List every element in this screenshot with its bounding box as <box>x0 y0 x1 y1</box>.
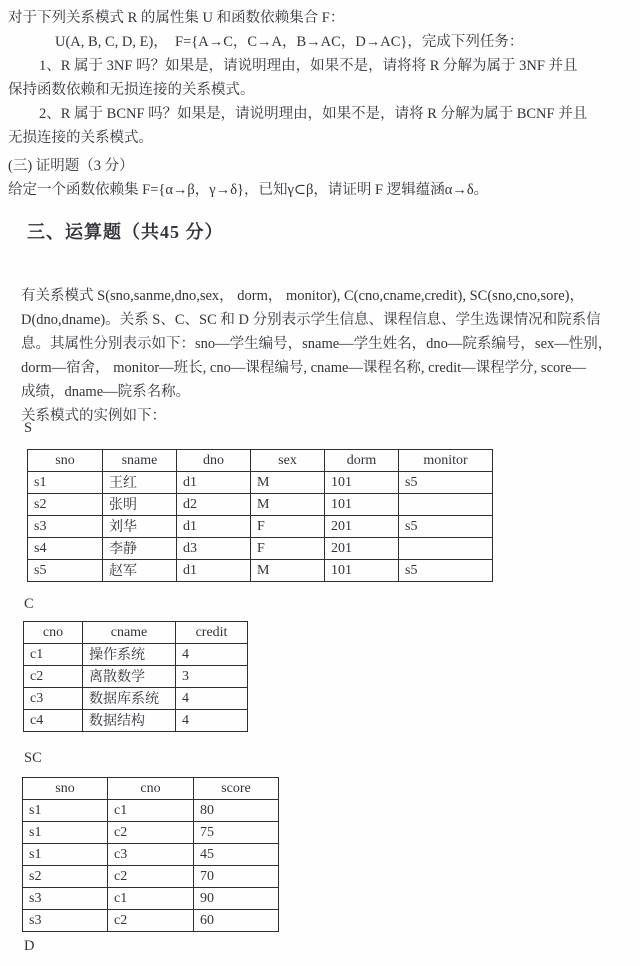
table-row <box>23 888 279 910</box>
table-header-cell: monitor <box>399 450 493 472</box>
table-cell: s1 <box>28 472 103 494</box>
table-cell: s3 <box>23 910 108 932</box>
table-cell: 90 <box>194 888 279 910</box>
table-cell: 李静 <box>103 538 177 560</box>
table-cell: c2 <box>24 666 83 688</box>
table-cell: 数据结构 <box>83 710 176 732</box>
table-cell: c2 <box>108 822 194 844</box>
statement-line: 对于下列关系模式 R 的属性集 U 和函数依赖集合 F： <box>8 10 345 26</box>
table-cell: c4 <box>24 710 83 732</box>
table-cell: 刘华 <box>103 516 177 538</box>
table-row <box>24 710 248 732</box>
relations-description <box>21 284 612 428</box>
section-heading: 三、运算题（共45 分） <box>27 222 224 242</box>
table-cell: s5 <box>399 560 493 582</box>
table-header-cell: credit <box>176 622 248 644</box>
table-cell: M <box>251 560 325 582</box>
table-row <box>28 538 493 560</box>
statement-line: U(A, B, C, D, E)， F={A→C，C→A，B→AC，D→AC}，完成下列任务： <box>55 34 524 50</box>
statement-line: 保持函数依赖和无损连接的关系模式。 <box>8 82 255 98</box>
table-cell: 75 <box>194 822 279 844</box>
proof-line: 给定一个函数依赖集 F={α→β，γ→δ}，已知γ⊂β，请证明 F 逻辑蕴涵α→δ。 <box>8 182 489 198</box>
table-cell: 80 <box>194 800 279 822</box>
table-header-cell: sno <box>23 778 108 800</box>
table-row <box>28 472 493 494</box>
table-row <box>23 844 279 866</box>
table-cell: 60 <box>194 910 279 932</box>
table-header-cell: cno <box>108 778 194 800</box>
description-line: D(dno,dname)。关系 S、C、SC 和 D 分别表示学生信息、课程信息、学生选课情况和院系信 <box>21 312 601 328</box>
table-cell: s2 <box>23 866 108 888</box>
table-cell: s5 <box>399 472 493 494</box>
course-table <box>23 621 248 732</box>
table-row <box>24 666 248 688</box>
table-cell <box>399 494 493 516</box>
table-row <box>28 494 493 516</box>
table-cell: 45 <box>194 844 279 866</box>
table-label-sc: SC <box>24 750 42 766</box>
table-header-cell: sex <box>251 450 325 472</box>
table-cell: 201 <box>325 538 399 560</box>
table-label-s: S <box>24 420 33 436</box>
table-row <box>23 910 279 932</box>
table-cell: 201 <box>325 516 399 538</box>
table-row <box>24 644 248 666</box>
description-line: 有关系模式 S(sno,sanme,dno,sex， dorm， monitor), C(cno,cname,credit), SC(sno,cno,sore)， <box>21 288 584 304</box>
table-cell: 4 <box>176 644 248 666</box>
table-cell <box>399 538 493 560</box>
table-row <box>24 688 248 710</box>
statement-line: 2、R 属于 BCNF 吗？如果是，请说明理由，如果不是，请将 R 分解为属于 BCNF 并且 <box>39 106 588 122</box>
table-cell: 101 <box>325 472 399 494</box>
table-cell: 4 <box>176 688 248 710</box>
description-line: dorm—宿舍， monitor—班长, cno—课程编号, cname—课程名称, credit—课程学分, score— <box>21 360 587 376</box>
table-header-row <box>28 450 493 472</box>
table-cell: s3 <box>28 516 103 538</box>
table-row <box>28 516 493 538</box>
table-cell: M <box>251 494 325 516</box>
description-line: 关系模式的实例如下： <box>21 408 166 424</box>
table-cell: c2 <box>108 866 194 888</box>
table-header-cell: dno <box>177 450 251 472</box>
description-line: 息。其属性分别表示如下：sno—学生编号，sname—学生姓名，dno—院系编号，sex—性别， <box>21 336 613 352</box>
table-row <box>23 800 279 822</box>
table-cell: c2 <box>108 910 194 932</box>
table-header-cell: sno <box>28 450 103 472</box>
table-label-c: C <box>24 596 34 612</box>
table-cell: s5 <box>399 516 493 538</box>
table-cell: s1 <box>23 844 108 866</box>
normalization-problem-statement <box>8 6 587 150</box>
table-header-cell: dorm <box>325 450 399 472</box>
table-cell: c3 <box>108 844 194 866</box>
table-cell: 张明 <box>103 494 177 516</box>
table-cell: 操作系统 <box>83 644 176 666</box>
table-cell: 4 <box>176 710 248 732</box>
table-cell: F <box>251 538 325 560</box>
enrollment-table <box>22 777 279 932</box>
statement-line: 1、R 属于 3NF 吗？如果是，请说明理由，如果不是，请将将 R 分解为属于 3NF 并且 <box>39 58 578 74</box>
table-cell: s4 <box>28 538 103 560</box>
proof-line: (三) 证明题（3 分） <box>8 158 134 174</box>
table-cell: 70 <box>194 866 279 888</box>
table-label-d: D <box>24 938 35 954</box>
table-cell: M <box>251 472 325 494</box>
table-cell: c1 <box>108 888 194 910</box>
table-cell: s3 <box>23 888 108 910</box>
table-header-cell: sname <box>103 450 177 472</box>
table-cell: 数据库系统 <box>83 688 176 710</box>
table-cell: 101 <box>325 494 399 516</box>
table-cell: s2 <box>28 494 103 516</box>
table-cell: 101 <box>325 560 399 582</box>
statement-line: 无损连接的关系模式。 <box>8 130 153 146</box>
proof-question-section <box>8 154 488 202</box>
table-header-row <box>24 622 248 644</box>
table-cell: d1 <box>177 472 251 494</box>
table-cell: 王红 <box>103 472 177 494</box>
table-cell: c1 <box>24 644 83 666</box>
table-cell: c1 <box>108 800 194 822</box>
table-cell: d1 <box>177 516 251 538</box>
table-row <box>23 822 279 844</box>
table-cell: d1 <box>177 560 251 582</box>
table-cell: d2 <box>177 494 251 516</box>
student-table <box>27 449 493 582</box>
table-cell: d3 <box>177 538 251 560</box>
table-cell: 3 <box>176 666 248 688</box>
table-cell: F <box>251 516 325 538</box>
table-cell: s1 <box>23 800 108 822</box>
table-cell: s5 <box>28 560 103 582</box>
table-cell: 赵军 <box>103 560 177 582</box>
table-row <box>28 560 493 582</box>
table-cell: s1 <box>23 822 108 844</box>
table-cell: 离散数学 <box>83 666 176 688</box>
table-row <box>23 866 279 888</box>
table-header-cell: cname <box>83 622 176 644</box>
table-header-cell: cno <box>24 622 83 644</box>
description-line: 成绩，dname—院系名称。 <box>21 384 191 400</box>
table-header-row <box>23 778 279 800</box>
table-header-cell: score <box>194 778 279 800</box>
table-cell: c3 <box>24 688 83 710</box>
